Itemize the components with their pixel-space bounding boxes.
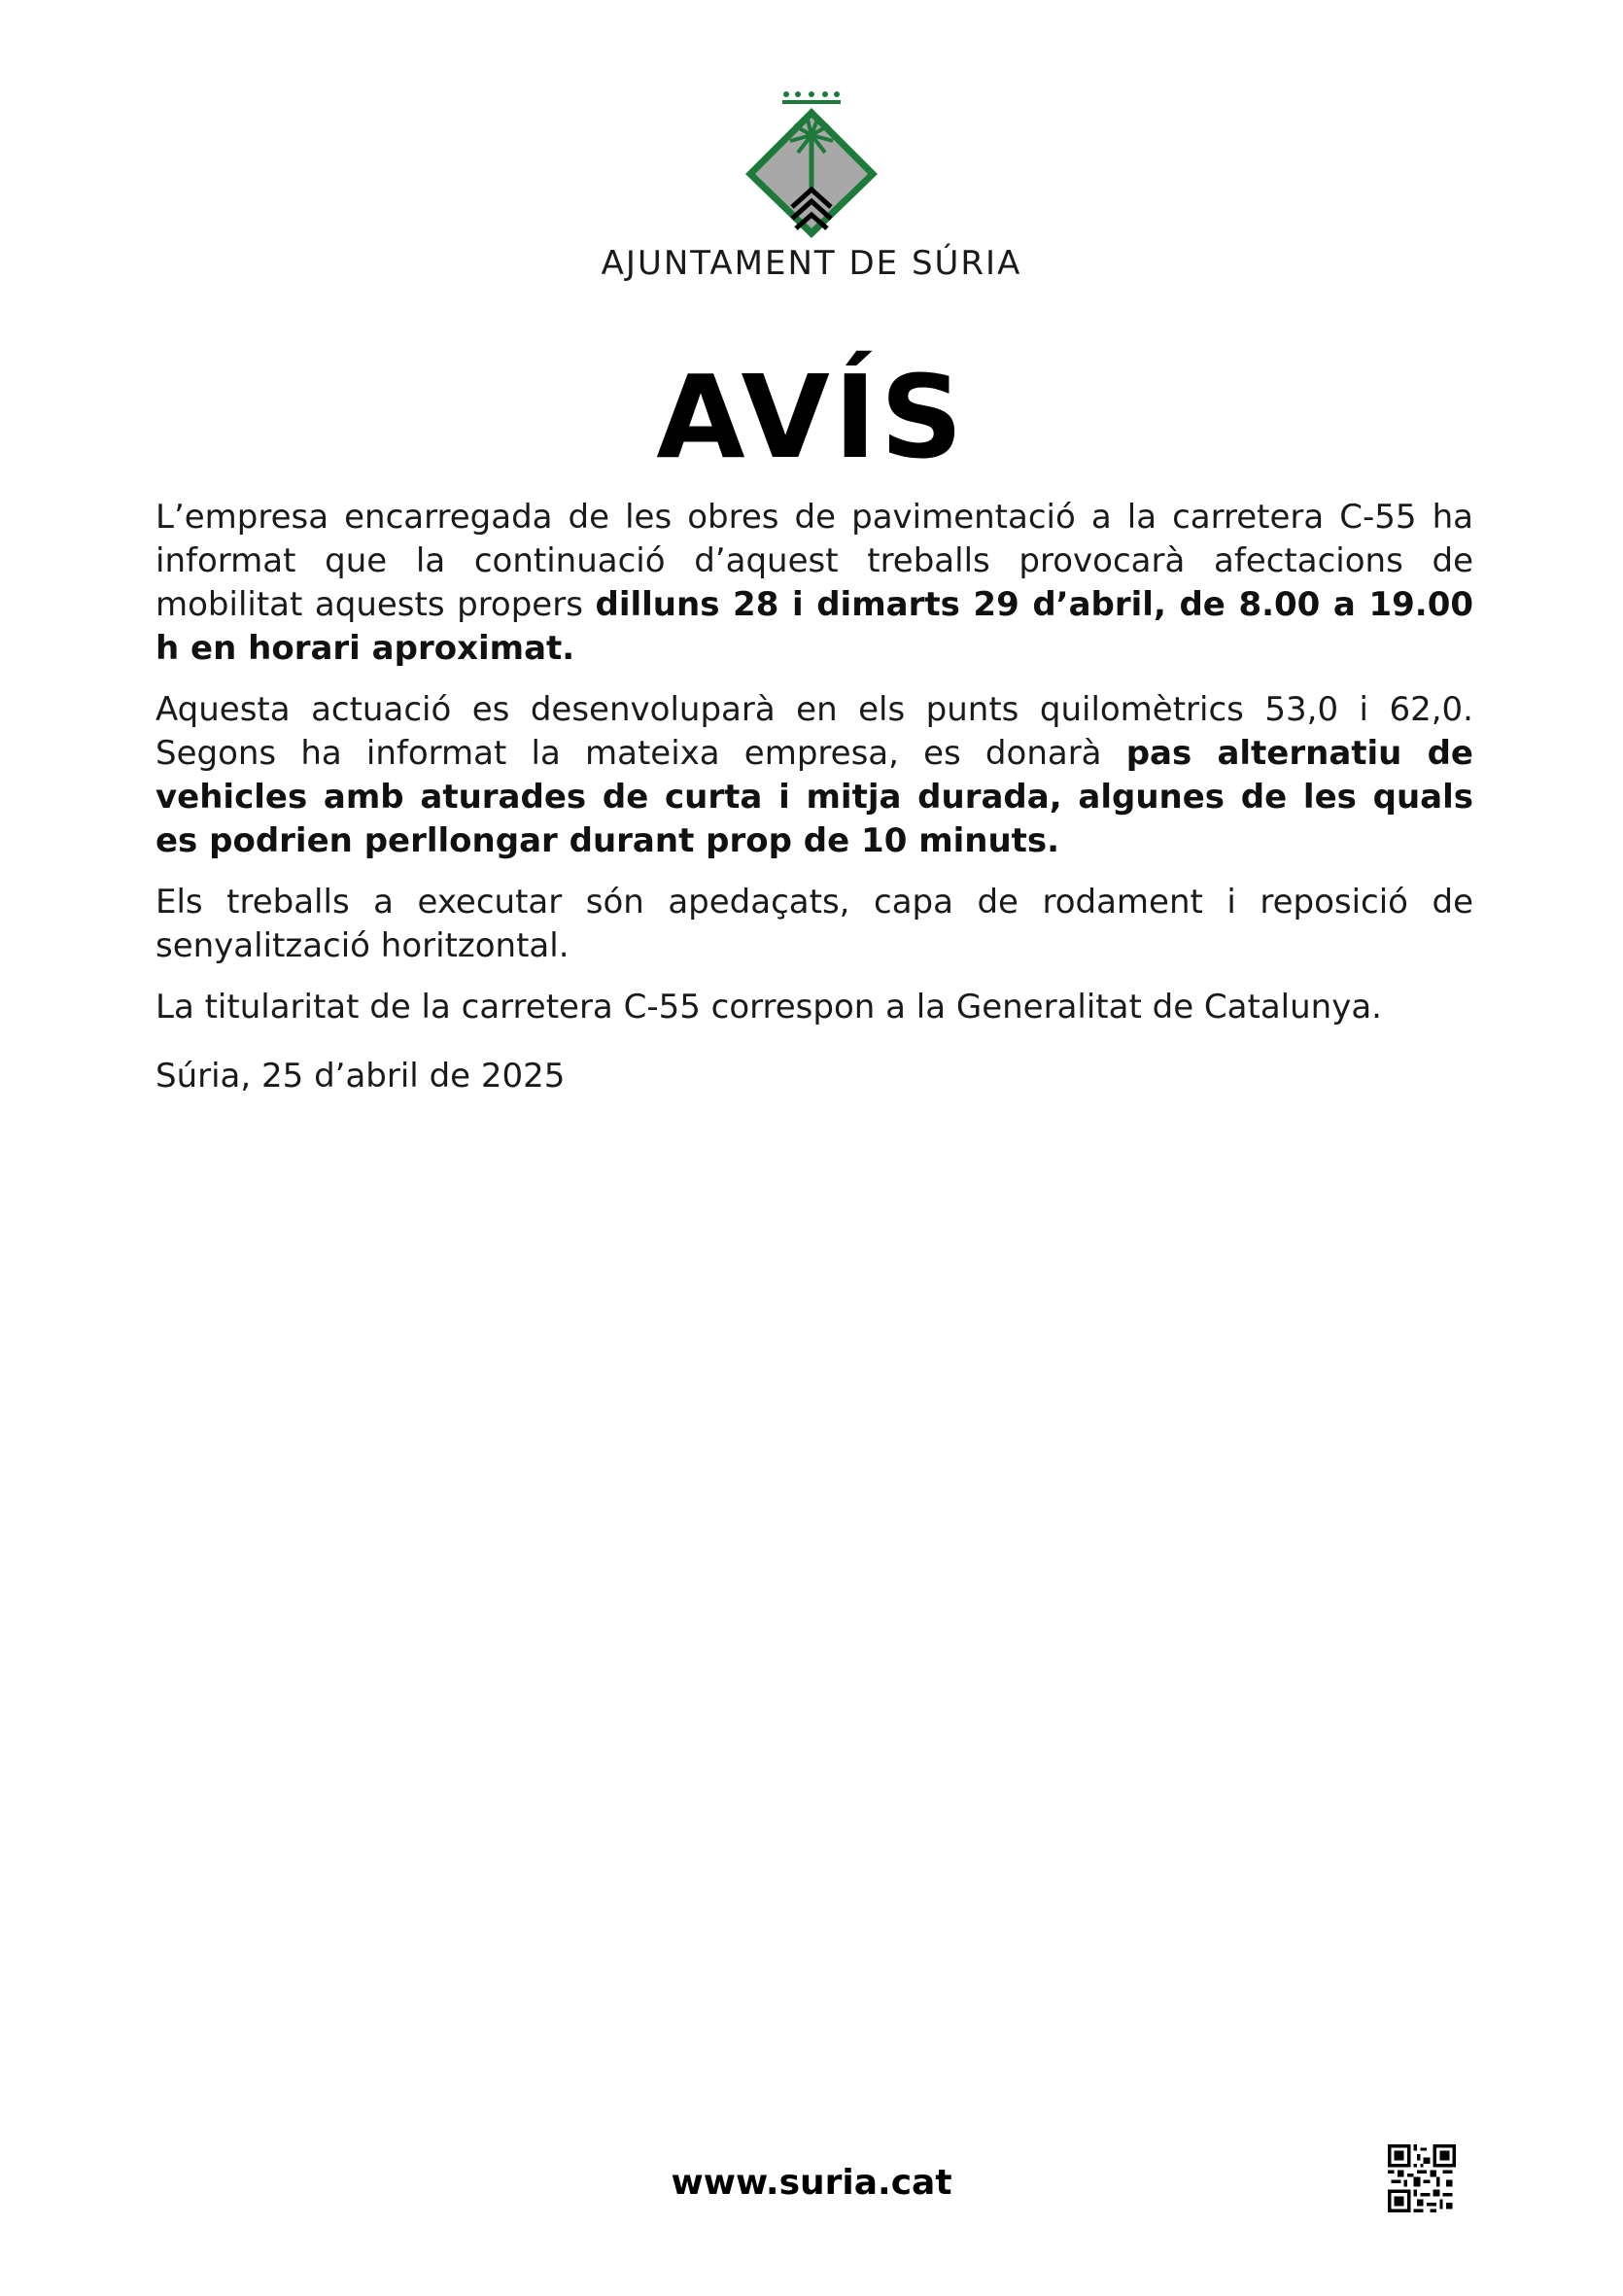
paragraph-text: L’empresa encarregada de les obres de pavimentació a la carretera C-55 ha informat que la continuació d’aquest treballs provocarà afectacions de mobilitat aquests propers xyxy=(155,498,1473,624)
notice-date: Súria, 25 d’abril de 2025 xyxy=(155,1057,566,1096)
paragraph-traffic-impact xyxy=(155,496,1473,671)
qr-code-icon xyxy=(1388,2144,1456,2212)
paragraph-highlight: pas alternatiu de vehicles amb aturades de curta i mitja durada, algunes de les quals es podrien perllongar durant prop de 10 minuts xyxy=(155,734,1473,860)
paragraph-punctuation: . xyxy=(562,629,575,668)
page-title: AVÍS xyxy=(656,350,967,484)
paragraph-text: Aquesta actuació es desenvoluparà en els punts quilomètrics 53,0 i 62,0. Segons ha informat la mateixa empresa, es donarà xyxy=(155,690,1473,773)
notice-body xyxy=(155,496,1473,1116)
paragraph-kilometric-points xyxy=(155,688,1473,863)
paragraph-highlight: dilluns 28 i dimarts 29 d’abril, de 8.00 a 19.00 h en horari aproximat xyxy=(155,585,1474,668)
paragraph-works: Els treballs a executar són apedaçats, capa de rodament i reposició de senyalització horitzontal. xyxy=(155,883,1473,965)
paragraph-punctuation: . xyxy=(1047,821,1060,860)
page-header xyxy=(0,83,1623,283)
website-link[interactable]: www.suria.cat xyxy=(671,2163,952,2203)
organization-name: AJUNTAMENT DE SÚRIA xyxy=(601,244,1022,283)
paragraph-ownership: La titularitat de la carretera C-55 correspon a la Generalitat de Catalunya. xyxy=(155,988,1382,1026)
municipal-coat-of-arms-icon xyxy=(743,83,880,238)
